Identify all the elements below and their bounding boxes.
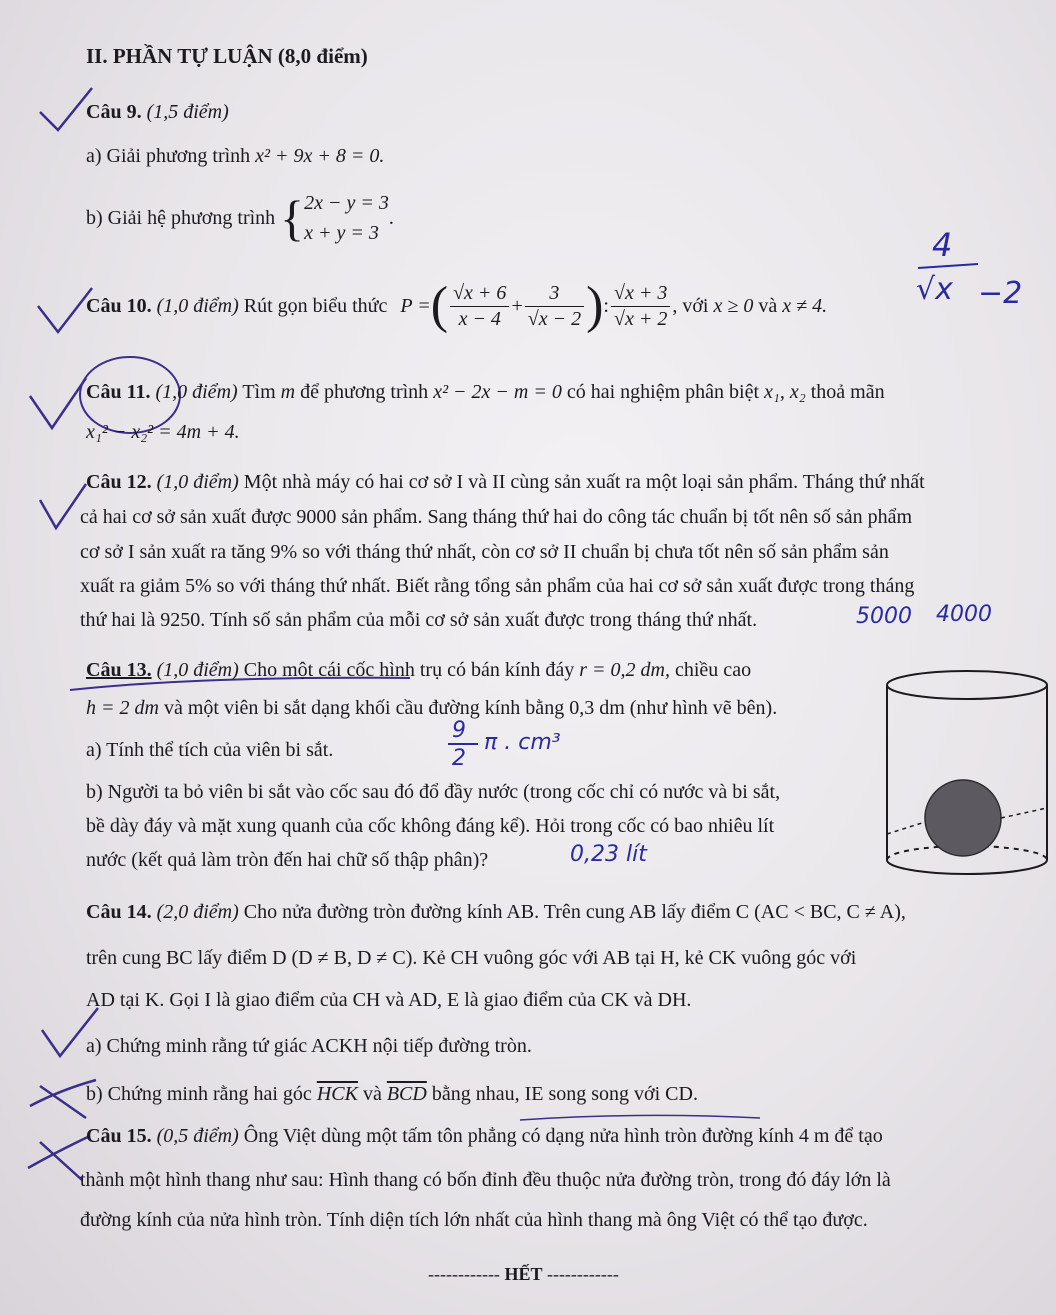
- handwritten-q12-answer-1: 5000: [856, 604, 912, 629]
- end-dashes: ------------: [428, 1264, 500, 1284]
- question-text: Cho nửa đường tròn đường kính AB. Trên cung AB lấy điểm C (AC < BC, C ≠ A),: [243, 901, 906, 923]
- question-15-line2: thành một hình thang như sau: Hình thang có bốn đỉnh đều thuộc nửa đường tròn, trong đó đáy lớn là: [80, 1169, 891, 1191]
- question-points: (1,0 điểm): [156, 471, 239, 493]
- question-text: và một viên bi sắt dạng khối cầu đường kính bằng 0,3 dm (như hình vẽ bên).: [163, 697, 778, 719]
- ball-dashed-diameter: [1001, 808, 1047, 818]
- hand-fraction-bar-q10: [918, 264, 978, 268]
- check-mark-q10: [38, 288, 92, 332]
- handwritten-q13a-denominator: 2: [452, 746, 466, 771]
- fraction-3: [611, 281, 670, 332]
- angle-hck: $\overline{HCK}$: [316, 1083, 358, 1105]
- expression-lhs: P =: [400, 295, 431, 317]
- denominator: √x + 2: [613, 307, 668, 330]
- equation: 2x − y = 3: [304, 192, 389, 214]
- end-marker: [428, 1264, 619, 1286]
- divide-sign: :: [603, 295, 609, 317]
- question-14-line3: AD tại K. Gọi I là giao điểm của CH và AD, E là giao điểm của CK và DH.: [86, 989, 692, 1011]
- iron-ball: [925, 780, 1001, 856]
- end-text: HẾT: [504, 1264, 543, 1284]
- check-mark-q11: [30, 378, 86, 428]
- equation: x² − 2x − m = 0: [433, 381, 562, 403]
- paren-close: ): [586, 277, 604, 334]
- question-text: bằng nhau, IE song song với CD.: [431, 1083, 698, 1105]
- question-text: b) Giải hệ phương trình: [86, 207, 276, 229]
- denominator: √x − 2: [527, 307, 582, 330]
- punctuation: .: [388, 207, 394, 229]
- overline-mark-q15: [520, 1115, 760, 1120]
- question-text: Tìm: [242, 381, 276, 403]
- question-13-line1: [86, 658, 751, 682]
- question-label: Câu 13.: [86, 659, 152, 681]
- variable: m: [280, 381, 296, 403]
- equation-system: [304, 188, 389, 248]
- equation: x² + 9x + 8 = 0.: [255, 145, 385, 167]
- question-9b: [86, 188, 394, 248]
- question-14-line1: [86, 900, 906, 924]
- handwritten-q10-tail: −2: [978, 276, 1023, 311]
- question-text: thoả mãn: [810, 381, 885, 403]
- question-15-line1: [86, 1124, 883, 1148]
- question-text: Ông Việt dùng một tấm tôn phẳng có dạng nửa hình tròn đường kính 4 m để tạo: [243, 1125, 883, 1147]
- numerator: √x + 6: [450, 281, 509, 307]
- numerator: √x + 3: [611, 281, 670, 307]
- question-label: Câu 9.: [86, 101, 142, 123]
- fraction-1: [450, 281, 509, 332]
- question-text: b) Chứng minh rằng hai góc: [86, 1083, 312, 1105]
- condition-prefix: , với: [672, 295, 709, 317]
- question-label: Câu 10.: [86, 295, 152, 317]
- question-12-line5: thứ hai là 9250. Tính số sản phẩm của mỗi cơ sở sản xuất được trong tháng thứ nhất.: [80, 609, 758, 631]
- fraction-2: [525, 281, 584, 332]
- question-10: [86, 277, 828, 334]
- question-11-line1: [86, 380, 885, 404]
- question-text: a) Giải phương trình: [86, 145, 251, 167]
- height-value: h = 2 dm: [86, 697, 159, 719]
- condition-1: x ≥ 0: [713, 295, 754, 317]
- question-label: Câu 15.: [86, 1125, 152, 1147]
- handwritten-q13a-unit: π . cm³: [484, 730, 561, 755]
- equation: x + y = 3: [304, 222, 379, 244]
- question-13b-line1: b) Người ta bỏ viên bi sắt vào cốc sau đó đổ đầy nước (trong cốc chỉ có nước và bi sắt,: [86, 781, 781, 803]
- check-mark-q9: [40, 88, 92, 130]
- question-label: Câu 11.: [86, 381, 151, 403]
- question-14b: [86, 1082, 698, 1106]
- question-text: có hai nghiệm phân biệt: [566, 381, 760, 403]
- question-12-line2: cả hai cơ sở sản xuất được 9000 sản phẩm. Sang tháng thứ hai do công tác chuẩn bị tốt nên số sản phẩm: [80, 506, 913, 528]
- roots: x₁, x₂: [764, 381, 806, 403]
- handwritten-q13a-numerator: 9: [452, 718, 466, 743]
- question-points: (1,0 điểm): [156, 295, 239, 317]
- question-13b-line3: nước (kết quả làm tròn đến hai chữ số thập phân)?: [86, 849, 489, 871]
- condition-and: và: [758, 295, 778, 317]
- question-12-line3: cơ sở I sản xuất ra tăng 9% so với tháng thứ nhất, còn cơ sở II chuẩn bị chưa tốt nên số sản phẩm sản: [80, 541, 889, 563]
- denominator: x − 4: [458, 307, 501, 330]
- question-text: để phương trình: [300, 381, 429, 403]
- question-text: Cho một cái cốc hình trụ có bán kính đáy: [243, 659, 575, 681]
- question-text: Một nhà máy có hai cơ sở I và II cùng sản xuất ra một loại sản phẩm. Tháng thứ nhất: [243, 471, 925, 493]
- section-title: II. PHẦN TỰ LUẬN (8,0 điểm): [86, 44, 368, 68]
- question-text: Rút gọn biểu thức: [243, 295, 388, 317]
- ball-dashed-diameter: [887, 822, 925, 834]
- question-points: (1,5 điểm): [146, 101, 229, 123]
- question-14-line2: trên cung BC lấy điểm D (D ≠ B, D ≠ C). Kẻ CH vuông góc với AB tại H, kẻ CK vuông góc với: [86, 947, 857, 969]
- question-points: (1,0 điểm): [156, 659, 239, 681]
- question-9-header: [86, 100, 229, 124]
- question-11-line2: x₁² − x₂² = 4m + 4.: [86, 421, 240, 443]
- question-12-line4: xuất ra giảm 5% so với tháng thứ nhất. Biết rằng tổng sản phẩm của hai cơ sở sản xuất được trong tháng: [80, 575, 915, 597]
- handwritten-q10-denominator: √x: [916, 272, 953, 307]
- system-brace: {: [280, 190, 305, 246]
- handwritten-q12-answer-2: 4000: [936, 602, 992, 627]
- question-12-line1: [86, 470, 925, 494]
- question-points: (0,5 điểm): [156, 1125, 239, 1147]
- paren-open: (: [430, 277, 449, 334]
- question-15-line3: đường kính của nửa hình tròn. Tính diện tích lớn nhất của hình thang mà ông Việt có thể tạo được.: [80, 1209, 868, 1231]
- question-13b-line2: bề dày đáy và mặt xung quanh của cốc không đáng kể). Hỏi trong cốc có bao nhiêu lít: [86, 815, 775, 837]
- condition-2: x ≠ 4.: [782, 295, 828, 317]
- radius-value: r = 0,2 dm,: [579, 659, 670, 681]
- angle-bcd: $\overline{BCD}$: [386, 1083, 427, 1105]
- numerator: 3: [525, 281, 584, 307]
- question-label: Câu 12.: [86, 471, 152, 493]
- question-13-line2: [86, 696, 777, 720]
- question-text: chiều cao: [675, 659, 752, 681]
- end-dashes: ------------: [546, 1264, 619, 1284]
- question-14a: a) Chứng minh rằng tứ giác ACKH nội tiếp đường tròn.: [86, 1035, 532, 1057]
- question-text: và: [362, 1083, 382, 1105]
- question-13a: a) Tính thể tích của viên bi sắt.: [86, 739, 334, 761]
- handwritten-q10-numerator: 4: [932, 226, 953, 264]
- handwritten-q13b-answer: 0,23 lít: [570, 842, 647, 867]
- question-label: Câu 14.: [86, 901, 152, 923]
- question-9a: [86, 144, 384, 168]
- question-points: (2,0 điểm): [156, 901, 239, 923]
- question-points: (1,0 điểm): [155, 381, 238, 403]
- plus-sign: +: [511, 295, 523, 317]
